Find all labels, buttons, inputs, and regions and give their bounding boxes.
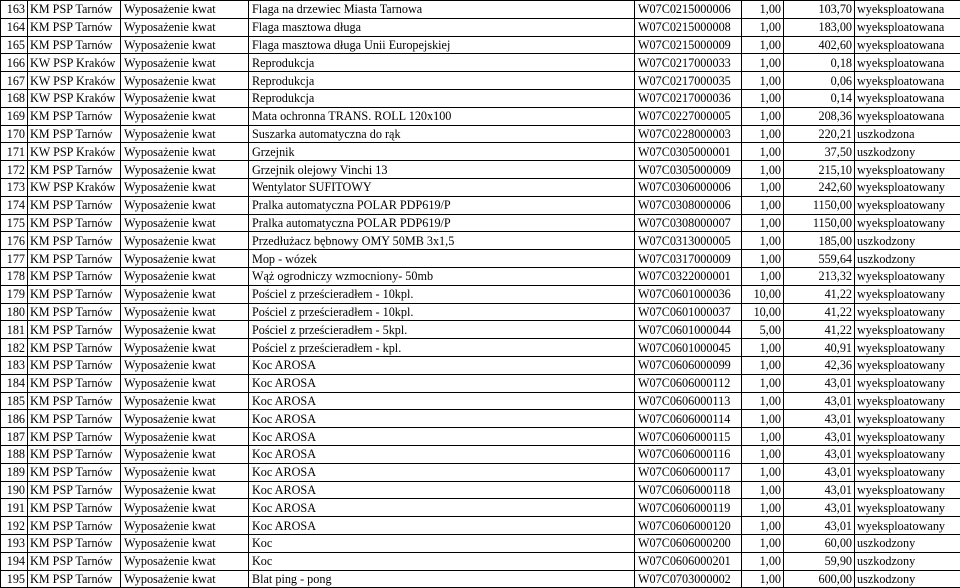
unit-cell: KM PSP Tarnów bbox=[28, 428, 121, 446]
category-cell: Wyposażenie kwat bbox=[121, 72, 249, 90]
quantity-cell: 1,00 bbox=[742, 54, 784, 72]
value-cell: 43,01 bbox=[784, 517, 855, 535]
row-number: 182 bbox=[1, 339, 28, 357]
unit-cell: KW PSP Kraków bbox=[28, 54, 121, 72]
item-name-cell: Koc AROSA bbox=[249, 517, 635, 535]
row-number: 186 bbox=[1, 410, 28, 428]
value-cell: 1150,00 bbox=[784, 196, 855, 214]
row-number: 172 bbox=[1, 161, 28, 179]
inventory-code-cell: W07C0606000201 bbox=[635, 552, 742, 570]
status-cell: wyeksploatowany bbox=[855, 321, 960, 339]
category-cell: Wyposażenie kwat bbox=[121, 321, 249, 339]
inventory-code-cell: W07C0606000200 bbox=[635, 534, 742, 552]
table-row bbox=[1, 250, 960, 268]
unit-cell: KM PSP Tarnów bbox=[28, 392, 121, 410]
table-row bbox=[1, 410, 960, 428]
row-number: 163 bbox=[1, 1, 28, 19]
inventory-code-cell: W07C0215000008 bbox=[635, 18, 742, 36]
category-cell: Wyposażenie kwat bbox=[121, 161, 249, 179]
category-cell: Wyposażenie kwat bbox=[121, 534, 249, 552]
row-number: 184 bbox=[1, 374, 28, 392]
item-name-cell: Wentylator SUFITOWY bbox=[249, 178, 635, 196]
table-row bbox=[1, 552, 960, 570]
unit-cell: KM PSP Tarnów bbox=[28, 232, 121, 250]
inventory-code-cell: W07C0215000009 bbox=[635, 36, 742, 54]
table-row bbox=[1, 196, 960, 214]
quantity-cell: 1,00 bbox=[742, 534, 784, 552]
quantity-cell: 1,00 bbox=[742, 445, 784, 463]
quantity-cell: 1,00 bbox=[742, 517, 784, 535]
category-cell: Wyposażenie kwat bbox=[121, 214, 249, 232]
unit-cell: KM PSP Tarnów bbox=[28, 410, 121, 428]
inventory-code-cell: W07C0305000001 bbox=[635, 143, 742, 161]
quantity-cell: 1,00 bbox=[742, 178, 784, 196]
unit-cell: KM PSP Tarnów bbox=[28, 570, 121, 588]
category-cell: Wyposażenie kwat bbox=[121, 89, 249, 107]
table-row bbox=[1, 214, 960, 232]
quantity-cell: 1,00 bbox=[742, 428, 784, 446]
item-name-cell: Mata ochronna TRANS. ROLL 120x100 bbox=[249, 107, 635, 125]
table-row bbox=[1, 1, 960, 19]
quantity-cell: 1,00 bbox=[742, 463, 784, 481]
row-number: 171 bbox=[1, 143, 28, 161]
unit-cell: KM PSP Tarnów bbox=[28, 499, 121, 517]
table-row bbox=[1, 428, 960, 446]
unit-cell: KM PSP Tarnów bbox=[28, 36, 121, 54]
inventory-code-cell: W07C0606000114 bbox=[635, 410, 742, 428]
quantity-cell: 1,00 bbox=[742, 161, 784, 179]
value-cell: 43,01 bbox=[784, 392, 855, 410]
row-number: 170 bbox=[1, 125, 28, 143]
status-cell: wyeksploatowany bbox=[855, 445, 960, 463]
unit-cell: KM PSP Tarnów bbox=[28, 339, 121, 357]
category-cell: Wyposażenie kwat bbox=[121, 356, 249, 374]
unit-cell: KM PSP Tarnów bbox=[28, 517, 121, 535]
status-cell: uszkodzony bbox=[855, 250, 960, 268]
category-cell: Wyposażenie kwat bbox=[121, 107, 249, 125]
inventory-code-cell: W07C0601000045 bbox=[635, 339, 742, 357]
category-cell: Wyposażenie kwat bbox=[121, 196, 249, 214]
row-number: 180 bbox=[1, 303, 28, 321]
unit-cell: KM PSP Tarnów bbox=[28, 374, 121, 392]
table-row bbox=[1, 339, 960, 357]
quantity-cell: 1,00 bbox=[742, 570, 784, 588]
status-cell: wyeksploatowany bbox=[855, 267, 960, 285]
unit-cell: KM PSP Tarnów bbox=[28, 1, 121, 19]
status-cell: wyeksploatowany bbox=[855, 410, 960, 428]
inventory-code-cell: W07C0606000118 bbox=[635, 481, 742, 499]
item-name-cell: Pościel z prześcieradłem - 5kpl. bbox=[249, 321, 635, 339]
quantity-cell: 1,00 bbox=[742, 499, 784, 517]
row-number: 166 bbox=[1, 54, 28, 72]
item-name-cell: Mop - wózek bbox=[249, 250, 635, 268]
unit-cell: KM PSP Tarnów bbox=[28, 303, 121, 321]
table-row bbox=[1, 107, 960, 125]
table-row bbox=[1, 54, 960, 72]
quantity-cell: 1,00 bbox=[742, 196, 784, 214]
unit-cell: KM PSP Tarnów bbox=[28, 534, 121, 552]
row-number: 195 bbox=[1, 570, 28, 588]
value-cell: 0,06 bbox=[784, 72, 855, 90]
status-cell: uszkodzona bbox=[855, 125, 960, 143]
status-cell: uszkodzony bbox=[855, 552, 960, 570]
category-cell: Wyposażenie kwat bbox=[121, 303, 249, 321]
item-name-cell: Flaga masztowa długa bbox=[249, 18, 635, 36]
quantity-cell: 1,00 bbox=[742, 410, 784, 428]
item-name-cell: Pościel z prześcieradłem - 10kpl. bbox=[249, 285, 635, 303]
value-cell: 213,32 bbox=[784, 267, 855, 285]
inventory-code-cell: W07C0322000001 bbox=[635, 267, 742, 285]
status-cell: wyeksploatowany bbox=[855, 392, 960, 410]
value-cell: 1150,00 bbox=[784, 214, 855, 232]
unit-cell: KM PSP Tarnów bbox=[28, 250, 121, 268]
quantity-cell: 1,00 bbox=[742, 214, 784, 232]
table-row bbox=[1, 125, 960, 143]
unit-cell: KM PSP Tarnów bbox=[28, 445, 121, 463]
status-cell: wyeksploatowany bbox=[855, 463, 960, 481]
category-cell: Wyposażenie kwat bbox=[121, 463, 249, 481]
item-name-cell: Koc AROSA bbox=[249, 356, 635, 374]
unit-cell: KM PSP Tarnów bbox=[28, 552, 121, 570]
row-number: 194 bbox=[1, 552, 28, 570]
quantity-cell: 1,00 bbox=[742, 18, 784, 36]
category-cell: Wyposażenie kwat bbox=[121, 410, 249, 428]
row-number: 167 bbox=[1, 72, 28, 90]
status-cell: wyeksploatowany bbox=[855, 356, 960, 374]
category-cell: Wyposażenie kwat bbox=[121, 250, 249, 268]
category-cell: Wyposażenie kwat bbox=[121, 267, 249, 285]
value-cell: 43,01 bbox=[784, 410, 855, 428]
row-number: 176 bbox=[1, 232, 28, 250]
quantity-cell: 1,00 bbox=[742, 107, 784, 125]
inventory-code-cell: W07C0601000036 bbox=[635, 285, 742, 303]
row-number: 178 bbox=[1, 267, 28, 285]
row-number: 181 bbox=[1, 321, 28, 339]
unit-cell: KM PSP Tarnów bbox=[28, 125, 121, 143]
category-cell: Wyposażenie kwat bbox=[121, 232, 249, 250]
value-cell: 600,00 bbox=[784, 570, 855, 588]
value-cell: 0,14 bbox=[784, 89, 855, 107]
table-row bbox=[1, 178, 960, 196]
inventory-code-cell: W07C0313000005 bbox=[635, 232, 742, 250]
status-cell: wyeksploatowana bbox=[855, 107, 960, 125]
inventory-code-cell: W07C0703000002 bbox=[635, 570, 742, 588]
unit-cell: KM PSP Tarnów bbox=[28, 463, 121, 481]
row-number: 183 bbox=[1, 356, 28, 374]
row-number: 185 bbox=[1, 392, 28, 410]
quantity-cell: 1,00 bbox=[742, 89, 784, 107]
value-cell: 43,01 bbox=[784, 428, 855, 446]
table-row bbox=[1, 143, 960, 161]
unit-cell: KM PSP Tarnów bbox=[28, 321, 121, 339]
table-row bbox=[1, 517, 960, 535]
table-row bbox=[1, 356, 960, 374]
row-number: 193 bbox=[1, 534, 28, 552]
category-cell: Wyposażenie kwat bbox=[121, 428, 249, 446]
status-cell: wyeksploatowana bbox=[855, 89, 960, 107]
table-row bbox=[1, 303, 960, 321]
row-number: 188 bbox=[1, 445, 28, 463]
status-cell: uszkodzony bbox=[855, 232, 960, 250]
row-number: 164 bbox=[1, 18, 28, 36]
category-cell: Wyposażenie kwat bbox=[121, 374, 249, 392]
unit-cell: KM PSP Tarnów bbox=[28, 196, 121, 214]
table-row bbox=[1, 570, 960, 588]
item-name-cell: Reprodukcja bbox=[249, 54, 635, 72]
value-cell: 59,90 bbox=[784, 552, 855, 570]
status-cell: wyeksploatowany bbox=[855, 161, 960, 179]
category-cell: Wyposażenie kwat bbox=[121, 143, 249, 161]
table-row bbox=[1, 285, 960, 303]
inventory-code-cell: W07C0215000006 bbox=[635, 1, 742, 19]
item-name-cell: Pralka automatyczna POLAR PDP619/P bbox=[249, 214, 635, 232]
quantity-cell: 1,00 bbox=[742, 356, 784, 374]
inventory-code-cell: W07C0606000117 bbox=[635, 463, 742, 481]
row-number: 189 bbox=[1, 463, 28, 481]
item-name-cell: Koc AROSA bbox=[249, 499, 635, 517]
status-cell: wyeksploatowany bbox=[855, 196, 960, 214]
status-cell: wyeksploatowany bbox=[855, 285, 960, 303]
table-body bbox=[1, 1, 960, 588]
table-row bbox=[1, 534, 960, 552]
item-name-cell: Koc AROSA bbox=[249, 445, 635, 463]
value-cell: 43,01 bbox=[784, 463, 855, 481]
quantity-cell: 1,00 bbox=[742, 232, 784, 250]
inventory-code-cell: W07C0606000113 bbox=[635, 392, 742, 410]
category-cell: Wyposażenie kwat bbox=[121, 178, 249, 196]
value-cell: 42,36 bbox=[784, 356, 855, 374]
item-name-cell: Koc AROSA bbox=[249, 481, 635, 499]
value-cell: 43,01 bbox=[784, 374, 855, 392]
inventory-code-cell: W07C0217000033 bbox=[635, 54, 742, 72]
value-cell: 43,01 bbox=[784, 481, 855, 499]
category-cell: Wyposażenie kwat bbox=[121, 552, 249, 570]
quantity-cell: 1,00 bbox=[742, 250, 784, 268]
inventory-code-cell: W07C0606000120 bbox=[635, 517, 742, 535]
inventory-code-cell: W07C0305000009 bbox=[635, 161, 742, 179]
quantity-cell: 1,00 bbox=[742, 267, 784, 285]
category-cell: Wyposażenie kwat bbox=[121, 125, 249, 143]
item-name-cell: Reprodukcja bbox=[249, 89, 635, 107]
inventory-code-cell: W07C0308000007 bbox=[635, 214, 742, 232]
quantity-cell: 1,00 bbox=[742, 392, 784, 410]
inventory-code-cell: W07C0606000115 bbox=[635, 428, 742, 446]
quantity-cell: 1,00 bbox=[742, 552, 784, 570]
table-row bbox=[1, 445, 960, 463]
item-name-cell: Reprodukcja bbox=[249, 72, 635, 90]
table-row bbox=[1, 89, 960, 107]
category-cell: Wyposażenie kwat bbox=[121, 499, 249, 517]
row-number: 190 bbox=[1, 481, 28, 499]
inventory-code-cell: W07C0317000009 bbox=[635, 250, 742, 268]
value-cell: 43,01 bbox=[784, 445, 855, 463]
item-name-cell: Grzejnik olejowy Vinchi 13 bbox=[249, 161, 635, 179]
inventory-code-cell: W07C0217000036 bbox=[635, 89, 742, 107]
value-cell: 208,36 bbox=[784, 107, 855, 125]
row-number: 168 bbox=[1, 89, 28, 107]
unit-cell: KM PSP Tarnów bbox=[28, 214, 121, 232]
status-cell: wyeksploatowany bbox=[855, 374, 960, 392]
category-cell: Wyposażenie kwat bbox=[121, 481, 249, 499]
table-row bbox=[1, 267, 960, 285]
value-cell: 41,22 bbox=[784, 303, 855, 321]
row-number: 169 bbox=[1, 107, 28, 125]
value-cell: 185,00 bbox=[784, 232, 855, 250]
quantity-cell: 1,00 bbox=[742, 1, 784, 19]
status-cell: uszkodzony bbox=[855, 570, 960, 588]
quantity-cell: 1,00 bbox=[742, 72, 784, 90]
row-number: 192 bbox=[1, 517, 28, 535]
item-name-cell: Pościel z prześcieradłem - kpl. bbox=[249, 339, 635, 357]
inventory-code-cell: W07C0227000005 bbox=[635, 107, 742, 125]
item-name-cell: Suszarka automatyczna do rąk bbox=[249, 125, 635, 143]
value-cell: 183,00 bbox=[784, 18, 855, 36]
item-name-cell: Koc AROSA bbox=[249, 374, 635, 392]
status-cell: wyeksploatowany bbox=[855, 481, 960, 499]
quantity-cell: 10,00 bbox=[742, 285, 784, 303]
value-cell: 40,91 bbox=[784, 339, 855, 357]
value-cell: 0,18 bbox=[784, 54, 855, 72]
table-row bbox=[1, 321, 960, 339]
item-name-cell: Przedłużacz bębnowy OMY 50MB 3x1,5 bbox=[249, 232, 635, 250]
unit-cell: KW PSP Kraków bbox=[28, 178, 121, 196]
unit-cell: KM PSP Tarnów bbox=[28, 285, 121, 303]
inventory-code-cell: W07C0228000003 bbox=[635, 125, 742, 143]
value-cell: 41,22 bbox=[784, 285, 855, 303]
category-cell: Wyposażenie kwat bbox=[121, 392, 249, 410]
status-cell: wyeksploatowany bbox=[855, 303, 960, 321]
item-name-cell: Koc AROSA bbox=[249, 392, 635, 410]
table-row bbox=[1, 499, 960, 517]
value-cell: 559,64 bbox=[784, 250, 855, 268]
category-cell: Wyposażenie kwat bbox=[121, 570, 249, 588]
inventory-code-cell: W07C0306000006 bbox=[635, 178, 742, 196]
item-name-cell: Koc bbox=[249, 534, 635, 552]
status-cell: wyeksploatowany bbox=[855, 214, 960, 232]
quantity-cell: 1,00 bbox=[742, 481, 784, 499]
category-cell: Wyposażenie kwat bbox=[121, 18, 249, 36]
item-name-cell: Koc AROSA bbox=[249, 428, 635, 446]
inventory-code-cell: W07C0601000037 bbox=[635, 303, 742, 321]
row-number: 177 bbox=[1, 250, 28, 268]
status-cell: wyeksploatowana bbox=[855, 18, 960, 36]
value-cell: 60,00 bbox=[784, 534, 855, 552]
unit-cell: KM PSP Tarnów bbox=[28, 356, 121, 374]
category-cell: Wyposażenie kwat bbox=[121, 285, 249, 303]
table-row bbox=[1, 36, 960, 54]
row-number: 165 bbox=[1, 36, 28, 54]
item-name-cell: Blat ping - pong bbox=[249, 570, 635, 588]
value-cell: 215,10 bbox=[784, 161, 855, 179]
inventory-code-cell: W07C0606000112 bbox=[635, 374, 742, 392]
category-cell: Wyposażenie kwat bbox=[121, 339, 249, 357]
inventory-code-cell: W07C0217000035 bbox=[635, 72, 742, 90]
status-cell: wyeksploatowany bbox=[855, 428, 960, 446]
table-row bbox=[1, 392, 960, 410]
value-cell: 37,50 bbox=[784, 143, 855, 161]
status-cell: wyeksploatowana bbox=[855, 1, 960, 19]
status-cell: wyeksploatowana bbox=[855, 36, 960, 54]
table-row bbox=[1, 161, 960, 179]
category-cell: Wyposażenie kwat bbox=[121, 54, 249, 72]
value-cell: 43,01 bbox=[784, 499, 855, 517]
item-name-cell: Pralka automatyczna POLAR PDP619/P bbox=[249, 196, 635, 214]
row-number: 191 bbox=[1, 499, 28, 517]
unit-cell: KM PSP Tarnów bbox=[28, 18, 121, 36]
value-cell: 103,70 bbox=[784, 1, 855, 19]
value-cell: 402,60 bbox=[784, 36, 855, 54]
value-cell: 220,21 bbox=[784, 125, 855, 143]
status-cell: wyeksploatowany bbox=[855, 178, 960, 196]
quantity-cell: 1,00 bbox=[742, 374, 784, 392]
quantity-cell: 1,00 bbox=[742, 125, 784, 143]
unit-cell: KW PSP Kraków bbox=[28, 72, 121, 90]
item-name-cell: Grzejnik bbox=[249, 143, 635, 161]
unit-cell: KM PSP Tarnów bbox=[28, 267, 121, 285]
unit-cell: KM PSP Tarnów bbox=[28, 481, 121, 499]
quantity-cell: 1,00 bbox=[742, 36, 784, 54]
inventory-code-cell: W07C0606000099 bbox=[635, 356, 742, 374]
status-cell: wyeksploatowany bbox=[855, 339, 960, 357]
category-cell: Wyposażenie kwat bbox=[121, 517, 249, 535]
status-cell: uszkodzony bbox=[855, 143, 960, 161]
status-cell: wyeksploatowany bbox=[855, 499, 960, 517]
table-row bbox=[1, 18, 960, 36]
unit-cell: KM PSP Tarnów bbox=[28, 107, 121, 125]
quantity-cell: 10,00 bbox=[742, 303, 784, 321]
item-name-cell: Koc AROSA bbox=[249, 463, 635, 481]
value-cell: 242,60 bbox=[784, 178, 855, 196]
value-cell: 41,22 bbox=[784, 321, 855, 339]
table-row bbox=[1, 232, 960, 250]
unit-cell: KW PSP Kraków bbox=[28, 143, 121, 161]
item-name-cell: Flaga masztowa długa Unii Europejskiej bbox=[249, 36, 635, 54]
inventory-code-cell: W07C0606000116 bbox=[635, 445, 742, 463]
table-row bbox=[1, 481, 960, 499]
unit-cell: KM PSP Tarnów bbox=[28, 161, 121, 179]
quantity-cell: 1,00 bbox=[742, 143, 784, 161]
table-row bbox=[1, 463, 960, 481]
quantity-cell: 5,00 bbox=[742, 321, 784, 339]
unit-cell: KW PSP Kraków bbox=[28, 89, 121, 107]
row-number: 173 bbox=[1, 178, 28, 196]
item-name-cell: Pościel z prześcieradłem - 10kpl. bbox=[249, 303, 635, 321]
inventory-code-cell: W07C0601000044 bbox=[635, 321, 742, 339]
item-name-cell: Koc AROSA bbox=[249, 410, 635, 428]
status-cell: wyeksploatowana bbox=[855, 72, 960, 90]
row-number: 174 bbox=[1, 196, 28, 214]
row-number: 175 bbox=[1, 214, 28, 232]
row-number: 179 bbox=[1, 285, 28, 303]
item-name-cell: Koc bbox=[249, 552, 635, 570]
category-cell: Wyposażenie kwat bbox=[121, 445, 249, 463]
category-cell: Wyposażenie kwat bbox=[121, 36, 249, 54]
inventory-code-cell: W07C0606000119 bbox=[635, 499, 742, 517]
inventory-code-cell: W07C0308000006 bbox=[635, 196, 742, 214]
status-cell: uszkodzony bbox=[855, 534, 960, 552]
item-name-cell: Wąż ogrodniczy wzmocniony- 50mb bbox=[249, 267, 635, 285]
row-number: 187 bbox=[1, 428, 28, 446]
item-name-cell: Flaga na drzewiec Miasta Tarnowa bbox=[249, 1, 635, 19]
status-cell: wyeksploatowana bbox=[855, 54, 960, 72]
category-cell: Wyposażenie kwat bbox=[121, 1, 249, 19]
table-row bbox=[1, 72, 960, 90]
status-cell: wyeksploatowany bbox=[855, 517, 960, 535]
quantity-cell: 1,00 bbox=[742, 339, 784, 357]
table-row bbox=[1, 374, 960, 392]
